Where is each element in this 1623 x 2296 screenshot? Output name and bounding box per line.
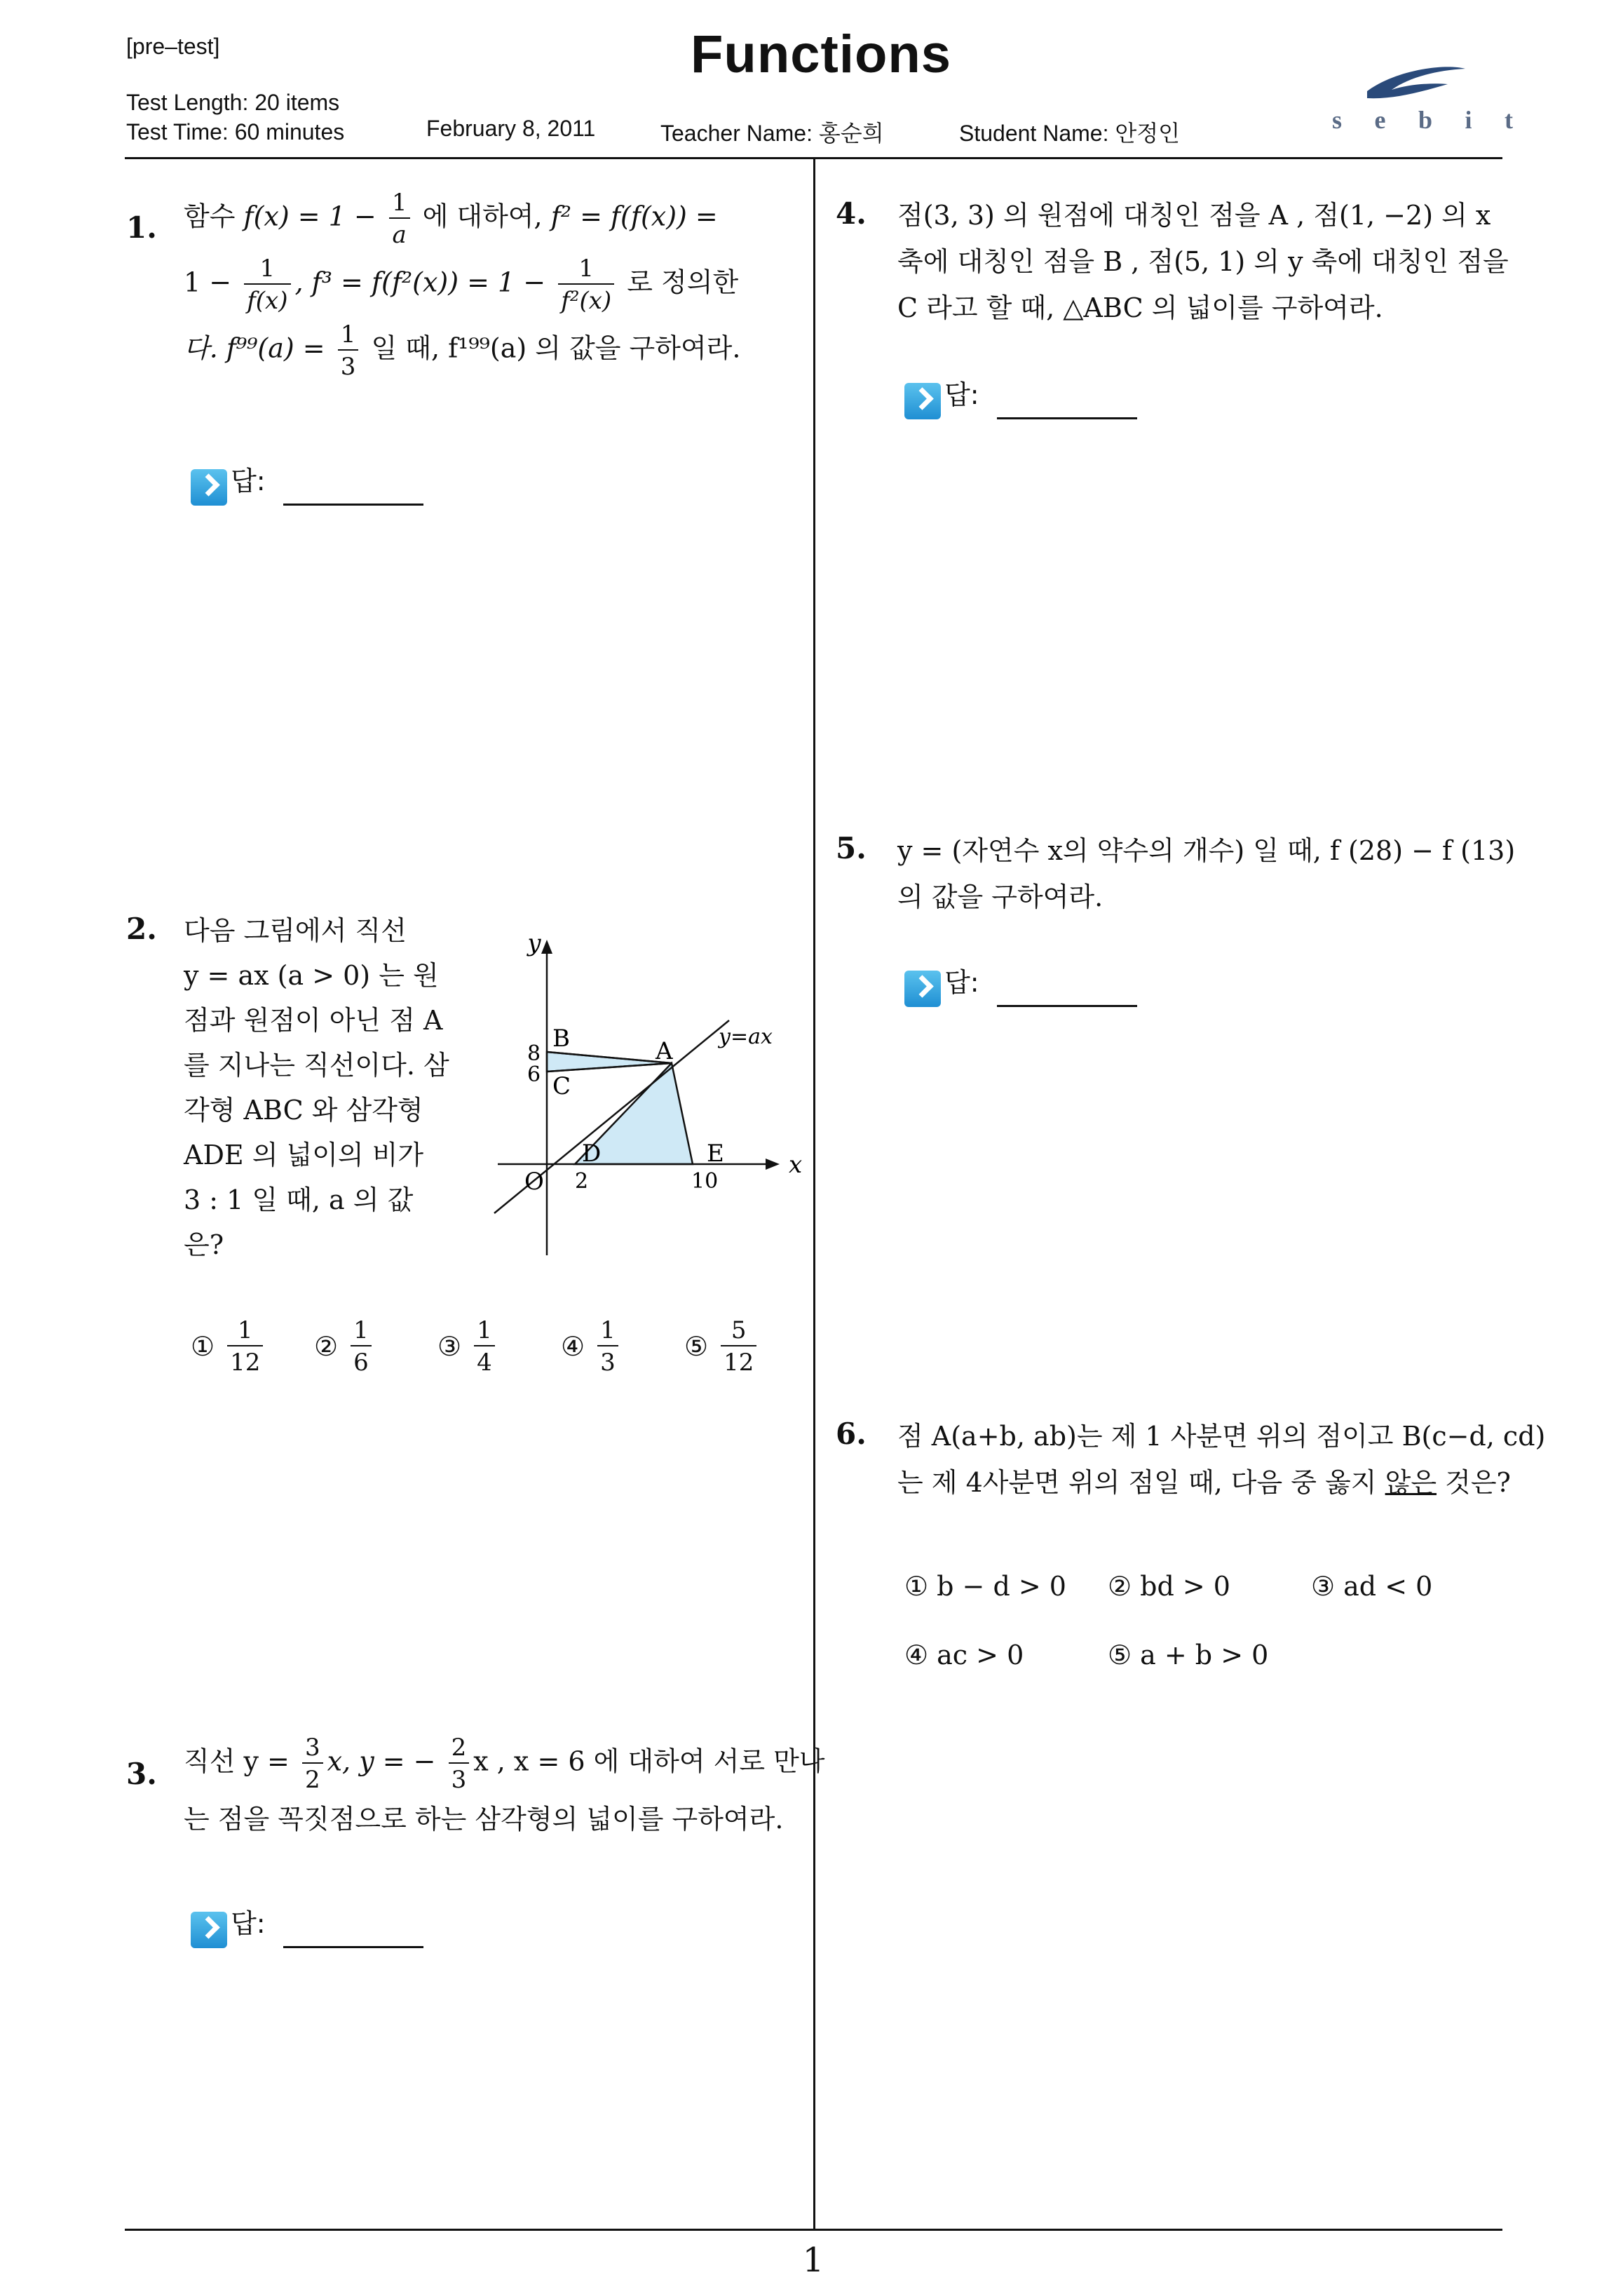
tick-8: 8 — [527, 1041, 541, 1066]
q6-choice-5[interactable]: ⑤ a + b > 0 — [1108, 1640, 1269, 1670]
underlined-not: 않은 — [1385, 1467, 1437, 1498]
footer-rule — [125, 2229, 1502, 2231]
q2-line: 은? — [184, 1229, 224, 1260]
pretest-tag: [pre–test] — [126, 34, 220, 59]
sebit-logo — [1325, 56, 1521, 140]
q2-text — [184, 908, 450, 1267]
point-d-label: D — [582, 1140, 602, 1168]
q6-choice-2[interactable]: ② bd > 0 — [1108, 1571, 1230, 1602]
answer-label: 답: — [944, 379, 979, 410]
answer-label: 답: — [231, 1908, 266, 1939]
page-number: 1 — [802, 2241, 824, 2280]
q2-choice-4[interactable]: ④ $\frac{1}{3}$ — [561, 1318, 684, 1375]
q6-text: 점 A(a+b, ab)는 제 1 사분면 위의 점이고 B(c−d, cd) 는 제 4사분면 위의 점일 때, 다음 중 옳지 않은 것은? — [897, 1421, 1546, 1498]
test-date: February 8, 2011 — [426, 116, 596, 141]
q5-text — [897, 828, 1514, 920]
arrow-right-icon — [904, 383, 941, 419]
tick-2: 2 — [575, 1169, 589, 1194]
y-label: y — [527, 929, 541, 957]
q2-line: 3 : 1 일 때, a 의 값 — [184, 1184, 414, 1215]
q5-number: 5. — [836, 831, 867, 865]
q6-choice-3[interactable]: ③ ad < 0 — [1311, 1571, 1433, 1602]
q4-line: 축에 대칭인 점을 B , 점(5, 1) 의 y 축에 대칭인 점을 — [897, 246, 1509, 277]
answer-label: 답: — [231, 466, 266, 497]
point-c-label: C — [552, 1072, 571, 1100]
page-title: Functions — [691, 25, 952, 84]
arrow-right-icon — [904, 971, 941, 1007]
q2-choice-2[interactable]: ② $\frac{1}{6}$ — [314, 1318, 437, 1375]
teacher-name: Teacher Name: 홍순희 — [660, 121, 884, 146]
origin-label: O — [524, 1168, 544, 1196]
logo-text: s e b i t — [1332, 106, 1514, 134]
q4-answer — [904, 373, 1137, 419]
tick-10: 10 — [691, 1169, 719, 1194]
student-name: Student Name: 안정인 — [959, 121, 1181, 146]
x-label: x — [789, 1151, 803, 1179]
q2-choice-1[interactable]: ① $\frac{1}{12}$ — [191, 1318, 314, 1375]
q2-figure — [477, 926, 813, 1262]
y-axis-arrow — [541, 940, 552, 954]
q4-number: 4. — [836, 196, 867, 231]
arrow-right-icon — [191, 469, 227, 506]
q2-line: y = ax (a > 0) 는 원 — [184, 960, 439, 991]
x-axis-arrow — [766, 1159, 780, 1170]
q4-line: 점(3, 3) 의 원점에 대칭인 점을 A , 점(1, −2) 의 x — [897, 200, 1491, 231]
answer-label: 답: — [944, 967, 979, 998]
q2-choice-3[interactable]: ③ $\frac{1}{4}$ — [437, 1318, 561, 1375]
q4-answer-blank[interactable] — [997, 389, 1137, 419]
q2-line: ADE 의 넓이의 비가 — [184, 1140, 424, 1170]
q4-text — [897, 192, 1514, 331]
q3-answer — [191, 1902, 423, 1948]
arrow-right-icon — [191, 1912, 227, 1948]
q5-answer-blank[interactable] — [997, 977, 1137, 1007]
q6-choice-1[interactable]: ① b − d > 0 — [904, 1571, 1066, 1602]
point-b-label: B — [552, 1025, 570, 1053]
q6-choice-4[interactable]: ④ ac > 0 — [904, 1640, 1024, 1670]
q1-answer — [191, 459, 423, 506]
test-length: Test Length: 20 items — [126, 90, 340, 115]
q5-line: y = (자연수 x의 약수의 개수) 일 때, f (28) − f (13) — [897, 835, 1516, 866]
line-label: y=ax — [719, 1025, 773, 1049]
q1-answer-blank[interactable] — [283, 475, 423, 506]
q3-text: 직선 y = $\frac{3}{2}$ x, y = − $\frac{2}{3}$ x , x = 6 에 대하여 서로 만나 는 점을 꼭짓점으로 하는 삼각형의 넓이를 구하여라. — [184, 1734, 825, 1835]
q2-number: 2. — [126, 912, 157, 946]
q5-answer — [904, 961, 1137, 1007]
q1-number: 1. — [126, 210, 157, 245]
column-divider — [813, 158, 815, 2229]
q2-line: 점과 원점이 아닌 점 A — [184, 1005, 443, 1036]
q3-number: 3. — [126, 1757, 157, 1791]
point-e-label: E — [707, 1140, 724, 1168]
tick-6: 6 — [527, 1062, 541, 1087]
q1-text: 함수 f(x) = 1 − $\frac{1}{a}$ 에 대하여, f² = f(f(x)) = 1 − $\frac{1}{f(x)}$ , f³ = f(f²(x)) = 1 − $\frac{1}{\text{f²(x)}}$ 로 정의한 다. f⁹⁹(a) = $\frac{1}{3}$ 일 때, f¹⁹⁹(a) 의 값을 구하여라. — [184, 189, 741, 381]
q2-choice-5[interactable]: ⑤ $\frac{5}{12}$ — [684, 1318, 808, 1375]
q3-answer-blank[interactable] — [283, 1918, 423, 1948]
q5-line: 의 값을 구하여라. — [897, 882, 1103, 912]
q4-line: C 라고 할 때, △ABC 의 넓이를 구하여라. — [897, 292, 1383, 323]
q2-line: 다음 그림에서 직선 — [184, 915, 407, 946]
q2-line: 각형 ABC 와 삼각형 — [184, 1095, 423, 1126]
q6-number: 6. — [836, 1417, 867, 1451]
q2-line: 를 지나는 직선이다. 삼 — [184, 1050, 449, 1081]
point-a-label: A — [656, 1037, 673, 1065]
test-time: Test Time: 60 minutes — [126, 119, 345, 144]
q2-choices — [191, 1318, 808, 1375]
